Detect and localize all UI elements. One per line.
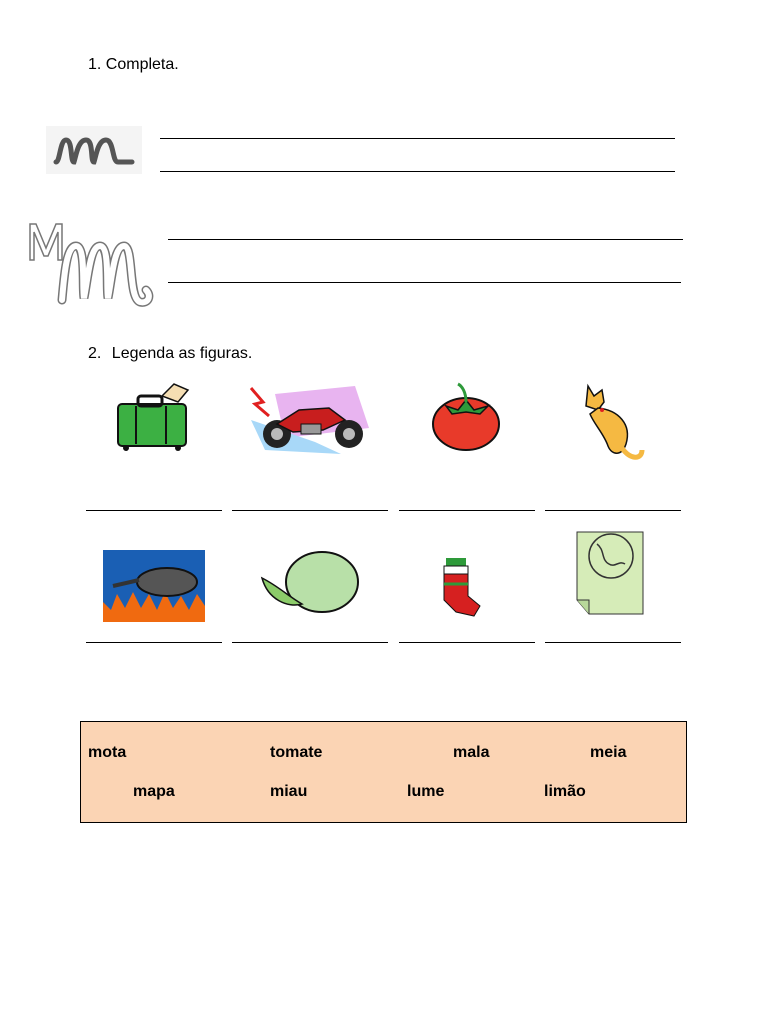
stocking-icon (438, 550, 482, 618)
exercise-2-instruction: Legenda as figuras. (111, 345, 253, 362)
caption-line (232, 642, 388, 643)
writing-line (160, 171, 675, 172)
exercise-2-heading (88, 345, 252, 363)
caption-line (86, 510, 222, 511)
exercise-1-number: 1. (88, 56, 102, 73)
exercise-1-instruction: Completa. (105, 56, 179, 73)
word-lume: lume (407, 783, 445, 800)
caption-line (545, 642, 681, 643)
writing-line (168, 239, 683, 240)
world-map-icon (575, 530, 645, 616)
word-mota: mota (88, 744, 127, 761)
word-tomate: tomate (270, 744, 323, 761)
caption-line (545, 510, 681, 511)
frying-pan-fire-icon (103, 550, 205, 622)
writing-line (168, 282, 681, 283)
cursive-lowercase-m-icon (46, 126, 142, 174)
suitcase-icon (112, 380, 196, 452)
cat-icon (578, 380, 648, 464)
exercise-2-number: 2. (88, 345, 102, 362)
word-mapa: mapa (133, 783, 175, 800)
writing-line (160, 138, 675, 139)
outline-uppercase-m-icon (24, 218, 154, 313)
caption-line (86, 642, 222, 643)
word-meia: meia (590, 744, 627, 761)
caption-line (399, 510, 535, 511)
caption-line (232, 510, 388, 511)
exercise-1-heading (88, 56, 179, 74)
tomato-icon (428, 380, 504, 452)
word-mala: mala (453, 744, 490, 761)
lime-icon (258, 548, 363, 616)
word-bank (80, 721, 687, 823)
word-miau: miau (270, 783, 308, 800)
motorcycle-icon (245, 380, 375, 458)
word-limao: limão (544, 783, 586, 800)
caption-line (399, 642, 535, 643)
